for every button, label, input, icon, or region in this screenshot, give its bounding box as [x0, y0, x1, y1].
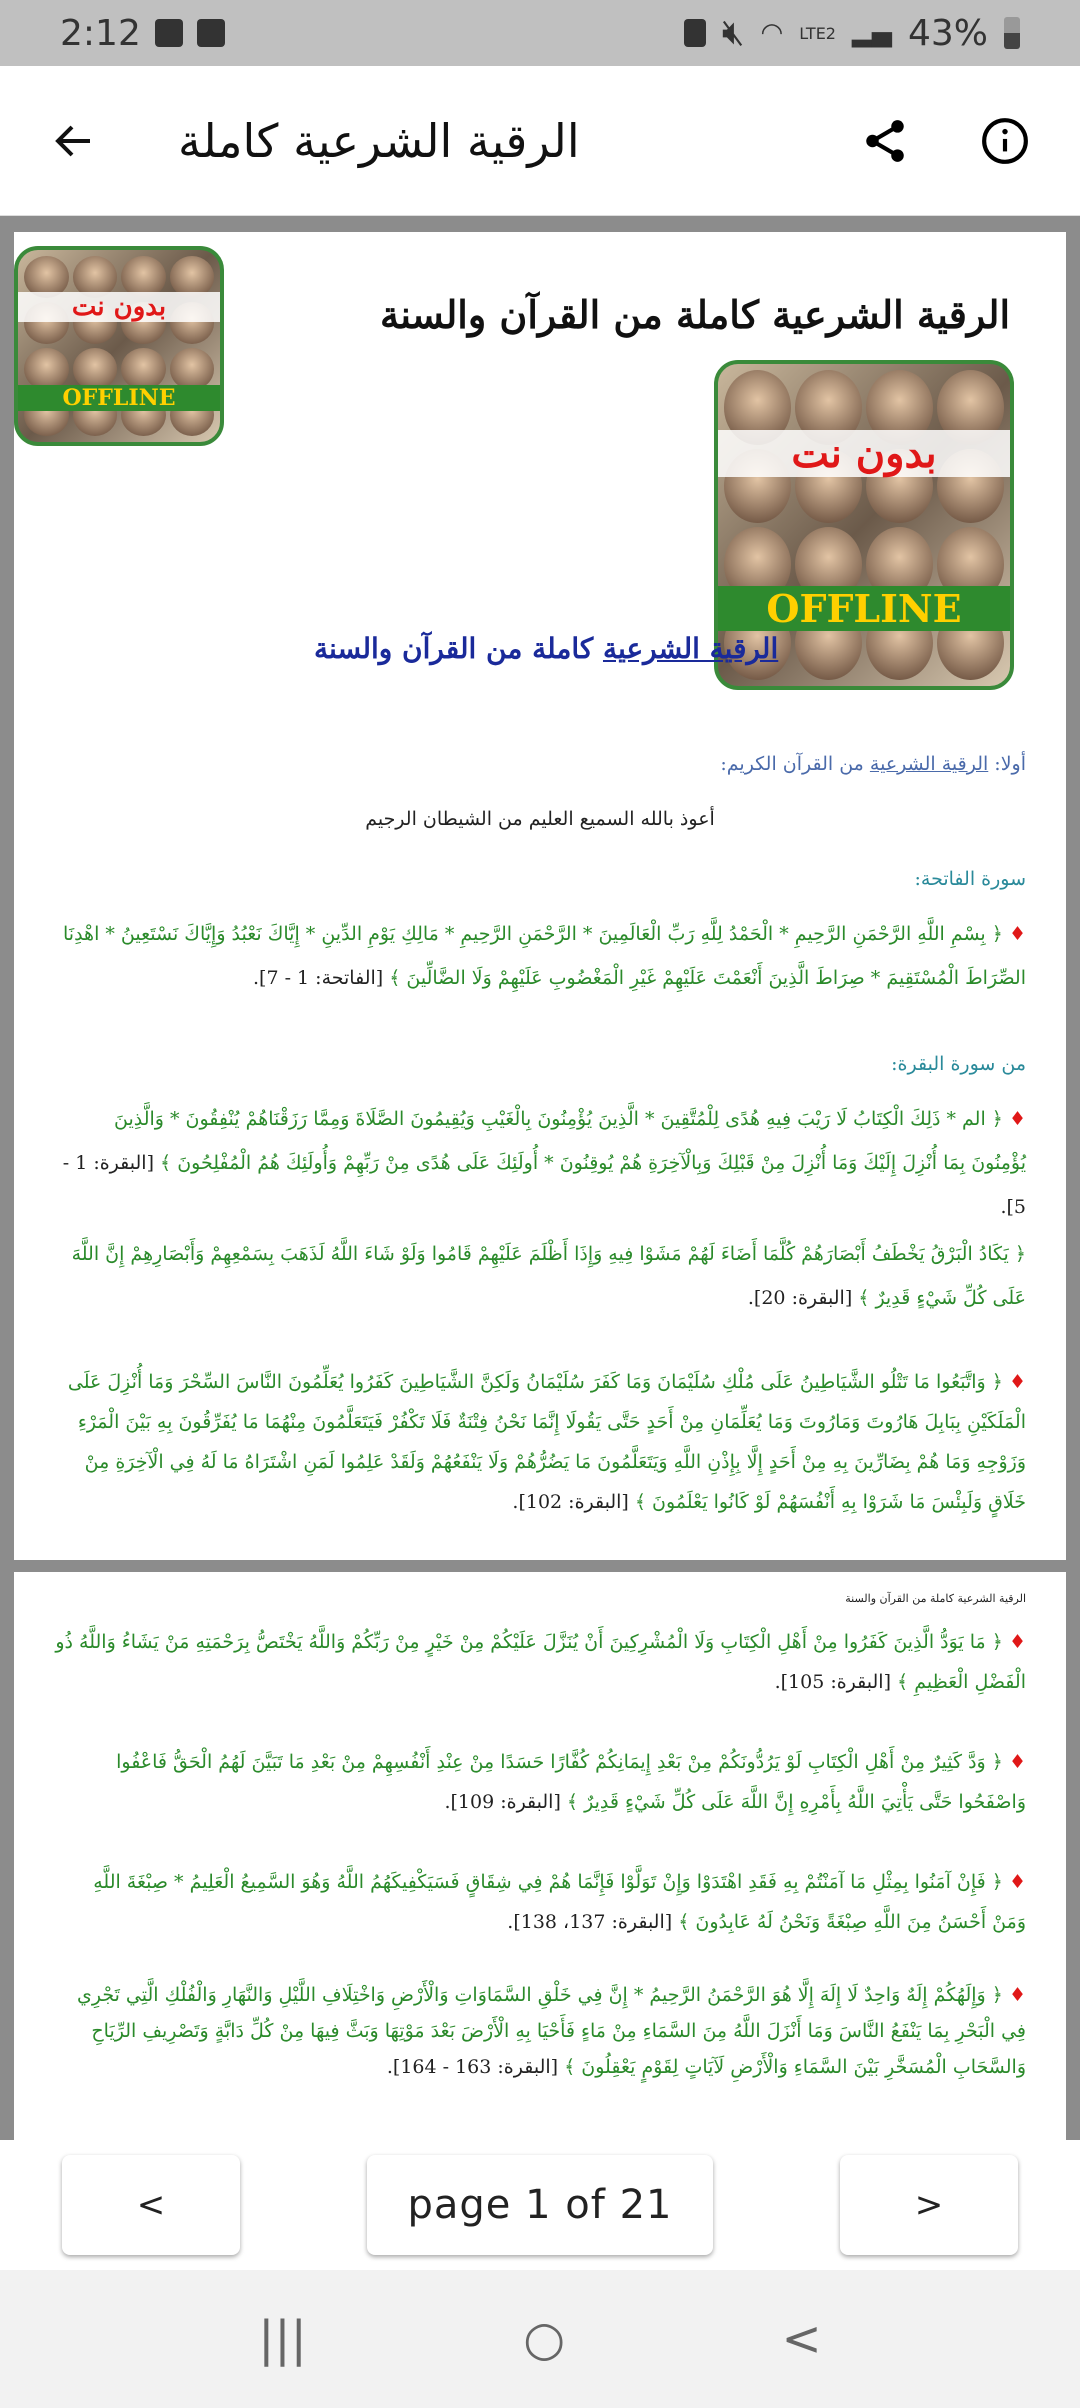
isti3adha: أعوذ بالله السميع العليم من الشيطان الرجيم: [365, 808, 715, 830]
bullet-icon: ♦: [1008, 1108, 1026, 1130]
baqara-verse-105: [54, 1622, 1026, 1702]
previous-page-button[interactable]: <: [62, 2155, 240, 2255]
intro-line: [54, 742, 1026, 786]
baqara-verses-1-5: [54, 1097, 1026, 1229]
bullet-icon: ♦: [1008, 923, 1026, 945]
share-icon[interactable]: [860, 116, 910, 166]
verse-text: ﴿ يَكَادُ الْبَرْقُ يَخْطَفُ أَبْصَارَهُمْ كُلَّمَا أَضَاءَ لَهُمْ مَشَوْا فِيهِ وَإِذَا أَظْلَمَ عَلَيْهِمْ قَامُوا وَلَوْ شَاءَ اللَّهُ لَذَهَبَ بِسَمْعِهِمْ وَأَبْصَارِهِمْ إِنَّ اللَّهَ عَلَى كُلِّ شَيْءٍ قَدِيرٌ ﴾: [71, 1243, 1026, 1309]
signal-icon: ▂▄: [851, 18, 892, 48]
verse-ref: [البقرة: 1 - 5].: [62, 1152, 1026, 1218]
baqara-verse-20: [54, 1232, 1026, 1320]
verse-text: ﴿ الم * ذَلِكَ الْكِتَابُ لَا رَيْبَ فِيهِ هُدًى لِلْمُتَّقِينَ * الَّذِينَ يُؤْمِنُونَ بِالْغَيْبِ وَيُقِيمُونَ الصَّلَاةَ وَمِمَّا رَزَقْنَاهُمْ يُنْفِقُونَ * وَالَّذِينَ يُؤْمِنُونَ بِمَا أُنْزِلَ إِلَيْكَ وَمَا أُنْزِلَ مِنْ قَبْلِكَ وَبِالْآخِرَةِ هُمْ يُوقِنُونَ * أُولَئِكَ عَلَى هُدًى مِنْ رَبِّهِمْ وَأُولَئِكَ هُمُ الْمُفْلِحُونَ ﴾: [113, 1108, 1026, 1174]
verse-ref: [البقرة: 137، 138].: [507, 1911, 679, 1933]
subheading-rest: كاملة من القرآن والسنة: [314, 632, 603, 665]
verse-text: ﴿ وَاتَّبَعُوا مَا تَتْلُو الشَّيَاطِينُ عَلَى مُلْكِ سُلَيْمَانَ وَمَا كَفَرَ سُلَيْمَانُ وَلَكِنَّ الشَّيَاطِينَ كَفَرُوا يُعَلِّمُونَ النَّاسَ السِّحْرَ وَمَا أُنْزِلَ عَلَى الْمَلَكَيْنِ بِبَابِلَ هَارُوتَ وَمَارُوتَ وَمَا يُعَلِّمَانِ مِنْ أَحَدٍ حَتَّى يَقُولَا إِنَّمَا نَحْنُ فِتْنَةٌ فَلَا تَكْفُرْ فَيَتَعَلَّمُونَ مِنْهُمَا مَا يُفَرِّقُونَ بِهِ بَيْنَ الْمَرْءِ وَزَوْجِهِ وَمَا هُمْ بِضَارِّينَ بِهِ مِنْ أَحَدٍ إِلَّا بِإِذْنِ اللَّهِ وَيَتَعَلَّمُونَ مَا يَضُرُّهُمْ وَلَا يَنْفَعُهُمْ وَلَقَدْ عَلِمُوا لَمَنِ اشْتَرَاهُ مَا لَهُ فِي الْآخِرَةِ مِنْ خَلَاقٍ وَلَبِئْسَ مَا شَرَوْا بِهِ أَنْفُسَهُمْ لَوْ كَانُوا يَعْلَمُونَ ﴾: [67, 1371, 1026, 1513]
baqara-verses-163-164: [54, 1977, 1026, 2085]
verse-ref: [البقرة: 109].: [444, 1791, 567, 1813]
intro-prefix: أولا:: [988, 753, 1026, 775]
fatiha-title: سورة الفاتحة:: [914, 868, 1026, 890]
pdf-page-2: [14, 1572, 1066, 2140]
baqara-verses-137-138: [54, 1862, 1026, 1942]
running-header: الرقية الشرعية كاملة من القرآن والسنة: [845, 1592, 1026, 1605]
verse-text: ﴿ وَإِلَهُكُمْ إِلَهٌ وَاحِدٌ لَا إِلَهَ إِلَّا هُوَ الرَّحْمَنُ الرَّحِيمُ * إِنَّ فِي خَلْقِ السَّمَاوَاتِ وَالْأَرْضِ وَاخْتِلَافِ اللَّيْلِ وَالنَّهَارِ وَالْفُلْكِ الَّتِي تَجْرِي فِي الْبَحْرِ بِمَا يَنْفَعُ النَّاسَ وَمَا أَنْزَلَ اللَّهُ مِنَ السَّمَاءِ مِنْ مَاءٍ فَأَحْيَا بِهِ الْأَرْضَ بَعْدَ مَوْتِهَا وَبَثَّ فِيهَا مِنْ كُلِّ دَابَّةٍ وَتَصْرِيفِ الرِّيَاحِ وَالسَّحَابِ الْمُسَخَّرِ بَيْنَ السَّمَاءِ وَالْأَرْضِ لَآيَاتٍ لِقَوْمٍ يَعْقِلُونَ ﴾: [76, 1984, 1026, 2078]
pdf-viewer[interactable]: [0, 216, 1080, 2140]
bullet-icon: ♦: [1008, 1751, 1026, 1773]
document-heading: الرقية الشرعية كاملة من القرآن والسنة: [379, 292, 1010, 337]
fatiha-verses: [54, 912, 1026, 1000]
verse-ref: [البقرة: 102].: [512, 1491, 635, 1513]
verse-text: ﴿ مَا يَوَدُّ الَّذِينَ كَفَرُوا مِنْ أَهْلِ الْكِتَابِ وَلَا الْمُشْرِكِينَ أَنْ يُنَزَّلَ عَلَيْكُمْ مِنْ خَيْرٍ مِنْ رَبِّكُمْ وَاللَّهُ يَخْتَصُّ بِرَحْمَتِهِ مَنْ يَشَاءُ وَاللَّهُ ذُو الْفَضْلِ الْعَظِيمِ ﴾: [55, 1631, 1026, 1693]
bullet-icon: ♦: [1008, 1631, 1026, 1653]
baqara-verse-109: [54, 1742, 1026, 1822]
page-indicator-button[interactable]: page 1 of 21: [367, 2155, 713, 2255]
battery-percent: 43%: [907, 12, 988, 54]
bullet-icon: ♦: [1008, 1984, 1026, 2006]
recents-icon[interactable]: |||: [258, 2311, 307, 2367]
system-nav-bar: [0, 2270, 1080, 2408]
bullet-icon: ♦: [1008, 1871, 1026, 1893]
baqara-verse-102: [54, 1362, 1026, 1522]
baqara-title: من سورة البقرة:: [891, 1053, 1026, 1075]
app-bar: [0, 66, 1080, 216]
network-label: LTE2: [799, 23, 836, 43]
battery-icon: [1004, 17, 1020, 49]
app-title: الرقية الشرعية كاملة: [178, 113, 580, 168]
verse-text: ﴿ وَدَّ كَثِيرٌ مِنْ أَهْلِ الْكِتَابِ لَوْ يَرُدُّونَكُمْ مِنْ بَعْدِ إِيمَانِكُمْ كُفَّارًا حَسَدًا مِنْ عِنْدِ أَنْفُسِهِمْ مِنْ بَعْدِ مَا تَبَيَّنَ لَهُمُ الْحَقُّ فَاعْفُوا وَاصْفَحُوا حَتَّى يَأْتِيَ اللَّهُ بِأَمْرِهِ إِنَّ اللَّهَ عَلَى كُلِّ شَيْءٍ قَدِيرٌ ﴾: [116, 1751, 1026, 1813]
checkbox-notification-icon: [197, 19, 225, 47]
intro-link[interactable]: الرقية الشرعية: [869, 753, 989, 775]
next-page-button[interactable]: >: [840, 2155, 1018, 2255]
bullet-icon: ♦: [1008, 1371, 1026, 1393]
intro-rest: من القرآن الكريم:: [720, 753, 870, 775]
mute-icon: 🔇︎: [721, 12, 745, 53]
verse-ref: [البقرة: 105].: [774, 1671, 898, 1693]
wifi-icon: ◠: [760, 18, 784, 48]
verse-ref: [الفاتحة: 1 - 7].: [252, 967, 390, 989]
verse-text: ﴿ فَإِنْ آمَنُوا بِمِثْلِ مَا آمَنْتُمْ بِهِ فَقَدِ اهْتَدَوْا وَإِنْ تَوَلَّوْا فَإِنَّمَا هُمْ فِي شِقَاقٍ فَسَيَكْفِيكَهُمُ اللَّهُ وَهُوَ السَّمِيعُ الْعَلِيمُ * صِبْغَةَ اللَّهِ وَمَنْ أَحْسَنُ مِنَ اللَّهِ صِبْغَةً وَنَحْنُ لَهُ عَابِدُونَ ﴾: [93, 1871, 1026, 1933]
status-time: 2:12: [60, 12, 141, 54]
info-icon[interactable]: [980, 116, 1030, 166]
ruqya-link[interactable]: الرقية الشرعية: [602, 632, 779, 665]
pager-bar: [0, 2140, 1080, 2270]
back-arrow-icon[interactable]: [50, 117, 98, 165]
battery-saver-icon: [684, 19, 706, 47]
verse-ref: [البقرة: 163 - 164].: [386, 2056, 565, 2078]
verse-text: ﴿ بِسْمِ اللَّهِ الرَّحْمَنِ الرَّحِيمِ * الْحَمْدُ لِلَّهِ رَبِّ الْعَالَمِينَ * الرَّحْمَنِ الرَّحِيمِ * مَالِكِ يَوْمِ الدِّينِ * إِيَّاكَ نَعْبُدُ وَإِيَّاكَ نَسْتَعِينُ * اهْدِنَا الصِّرَاطَ الْمُسْتَقِيمَ * صِرَاطَ الَّذِينَ أَنْعَمْتَ عَلَيْهِمْ غَيْرِ الْمَغْضُوبِ عَلَيْهِمْ وَلَا الضَّالِّينَ ﴾: [63, 923, 1026, 989]
status-bar: [0, 0, 1080, 66]
pdf-page-1: [14, 232, 1066, 1560]
document-subheading: [314, 632, 778, 665]
gallery-icon: [155, 19, 183, 47]
app-logo-large: بدون نت OFFLINE: [714, 360, 1014, 690]
app-logo-small: بدون نت OFFLINE: [14, 246, 224, 446]
verse-ref: [البقرة: 20].: [747, 1287, 859, 1309]
home-icon[interactable]: ○: [523, 2311, 566, 2367]
back-icon[interactable]: <: [781, 2311, 822, 2367]
